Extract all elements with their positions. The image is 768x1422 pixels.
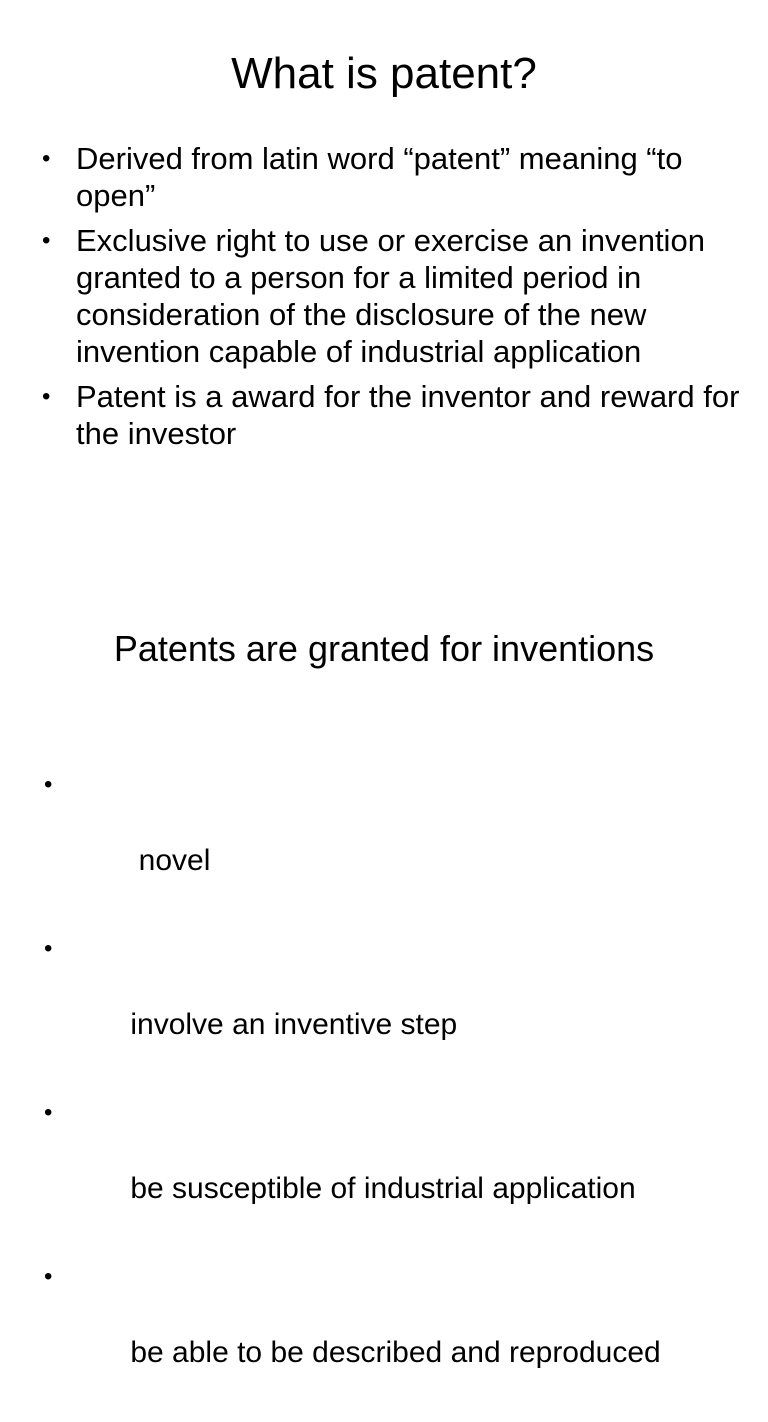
bullet-dot-icon: •: [42, 227, 51, 254]
bullet-item: [40, 930, 740, 1082]
bullet-dot-icon: •: [44, 771, 53, 798]
bullet-item: [40, 378, 740, 452]
bullet-item: [40, 140, 740, 214]
bullet-text: Patent is a award for the inventor and reward for the investor: [76, 379, 740, 451]
bullet-item: [40, 1258, 740, 1410]
criteria-bullet-list: [40, 766, 740, 1422]
bullet-dot-icon: •: [42, 145, 51, 172]
bullet-dot-icon: •: [44, 935, 53, 962]
bullet-text: Exclusive right to use or exercise an invention granted to a person for a limited period in consideration of the disclosure of the new invention capable of industrial application: [76, 223, 705, 369]
section-title: Patents are granted for inventions: [113, 628, 655, 669]
bullet-dot-icon: •: [44, 1099, 53, 1126]
bullet-text: Derived from latin word “patent” meaning “to open”: [76, 141, 683, 213]
bullet-item: [40, 222, 740, 370]
bullet-dot-icon: •: [42, 383, 51, 410]
bullet-dot-icon: •: [44, 1263, 53, 1290]
bullet-item: [40, 1094, 740, 1246]
definition-bullet-list: [40, 140, 740, 460]
bullet-item: [40, 766, 740, 918]
bullet-text: be susceptible of industrial application: [130, 1172, 636, 1205]
bullet-text: involve an inventive step: [130, 1008, 458, 1041]
bullet-text: be able to be described and reproduced: [130, 1336, 661, 1369]
slide-title: What is patent?: [231, 49, 537, 98]
bullet-text: novel: [130, 844, 211, 877]
